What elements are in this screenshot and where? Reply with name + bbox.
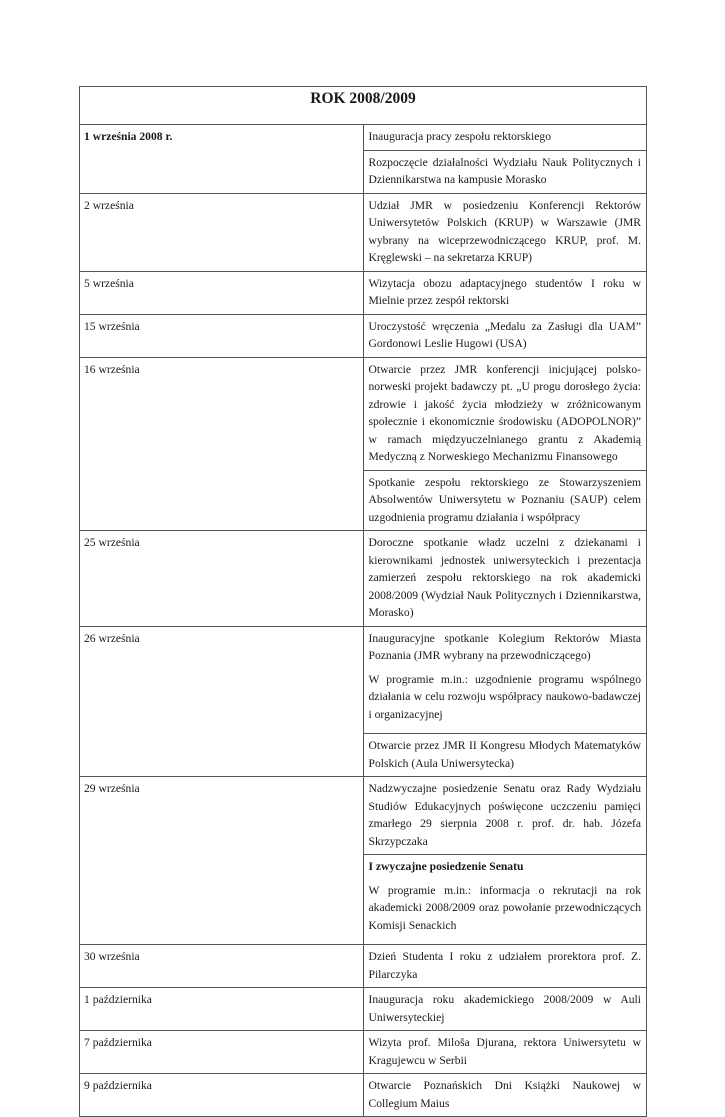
date-cell: 29 września bbox=[80, 777, 364, 945]
event-text: Otwarcie przez JMR II Kongresu Młodych Matematyków Polskich (Aula Uniwersytecka) bbox=[368, 739, 641, 770]
event-text: Inauguracyjne spotkanie Kolegium Rektorów Miasta Poznania (JMR wybrany na przewodniczącego) bbox=[368, 631, 641, 662]
event-cell bbox=[363, 357, 647, 531]
date-cell: 16 września bbox=[80, 357, 364, 531]
date-cell: 26 września bbox=[80, 626, 364, 777]
date-cell: 5 września bbox=[80, 271, 364, 314]
date-cell: 15 września bbox=[80, 314, 364, 357]
title-row bbox=[80, 87, 647, 125]
date-cell: 2 września bbox=[80, 193, 364, 271]
table-row bbox=[80, 1074, 647, 1117]
date-cell: 30 września bbox=[80, 945, 364, 988]
event-cell bbox=[363, 945, 647, 988]
event-entry bbox=[364, 1031, 647, 1073]
table-row bbox=[80, 357, 647, 531]
event-text: Udział JMR w posiedzeniu Konferencji Rektorów Uniwersytetów Polskich (KRUP) w Warszawie (JMR wybrany na wiceprzewodniczącego KRUP, prof. M. Kręglewski – na sekretarza KRUP) bbox=[368, 198, 641, 264]
table-row bbox=[80, 988, 647, 1031]
table-row bbox=[80, 945, 647, 988]
table-row bbox=[80, 531, 647, 627]
table-row bbox=[80, 777, 647, 945]
event-text: W programie m.in.: uzgodnienie programu wspólnego działania w celu rozwoju współpracy naukowo-badawczej i organizacyjnej bbox=[368, 672, 641, 721]
chronology-table bbox=[79, 86, 647, 1117]
event-text: Nadzwyczajne posiedzenie Senatu oraz Rady Wydziału Studiów Edukacyjnych poświęcone uczczeniu pamięci zmarłego 29 sierpnia 2008 r. prof. dr. hab. Józefa Skrzypczaka bbox=[368, 782, 641, 848]
event-text: Otwarcie przez JMR konferencji inicjującej polsko-norweski projekt badawczy pt. „U progu dorosłego życia: zdrowie i jakość życia młodzieży w zróżnicowanym społecznie i ekonomicznie środowisku (ADOPOLNOR)” w ramach międzyuczelnianego grantu z Akademią Medyczną z Norweskiego Mechanizmu Finansowego bbox=[368, 362, 641, 463]
table-row bbox=[80, 314, 647, 357]
event-entry bbox=[364, 627, 647, 734]
event-text: Inauguracja pracy zespołu rektorskiego bbox=[368, 130, 552, 143]
event-cell bbox=[363, 988, 647, 1031]
date-cell: 1 października bbox=[80, 988, 364, 1031]
event-text: Otwarcie Poznańskich Dni Książki Naukowej w Collegium Maius bbox=[368, 1079, 641, 1110]
year-title: ROK 2008/2009 bbox=[80, 87, 647, 125]
event-entry bbox=[364, 150, 647, 193]
date-cell: 1 września 2008 r. bbox=[80, 125, 364, 194]
date-cell: 25 września bbox=[80, 531, 364, 627]
event-cell bbox=[363, 777, 647, 945]
event-entry bbox=[364, 125, 647, 150]
event-cell bbox=[363, 193, 647, 271]
event-text: Doroczne spotkanie władz uczelni z dziekanami i kierownikami jednostek uniwersyteckich i prezentacja zamierzeń zespołu rektorskiego na rok akademicki 2008/2009 (Wydział Nauk Politycznych i Dziennikarstwa, Morasko) bbox=[368, 536, 641, 619]
event-cell bbox=[363, 314, 647, 357]
event-text: Dzień Studenta I roku z udziałem prorektora prof. Z. Pilarczyka bbox=[368, 950, 641, 981]
table-row bbox=[80, 626, 647, 777]
event-entry bbox=[364, 531, 647, 626]
table-row bbox=[80, 193, 647, 271]
event-text: W programie m.in.: informacja o rekrutacji na rok akademicki 2008/2009 oraz powołanie przewodniczących Komisji Senackich bbox=[368, 883, 641, 932]
event-entry bbox=[364, 470, 647, 531]
event-entry bbox=[364, 733, 647, 776]
event-entry bbox=[364, 945, 647, 987]
event-text: Wizytacja obozu adaptacyjnego studentów I roku w Mielnie przez zespół rektorski bbox=[368, 276, 641, 307]
event-entry bbox=[364, 194, 647, 271]
event-entry bbox=[364, 777, 647, 854]
document-page bbox=[79, 86, 647, 1117]
event-text: Uroczystość wręczenia „Medalu za Zasługi dla UAM” Gordonowi Leslie Hugowi (USA) bbox=[368, 319, 641, 350]
event-text: Spotkanie zespołu rektorskiego ze Stowarzyszeniem Absolwentów Uniwersytetu w Poznaniu (SAUP) celem uzgodnienia programu działania i współpracy bbox=[368, 475, 641, 524]
event-entry bbox=[364, 854, 647, 944]
date-cell: 9 października bbox=[80, 1074, 364, 1117]
table-row bbox=[80, 271, 647, 314]
event-text: Wizyta prof. Miloša Djurana, rektora Uniwersytetu w Kragujewcu w Serbii bbox=[368, 1036, 641, 1067]
event-entry bbox=[364, 1074, 647, 1116]
event-cell bbox=[363, 1031, 647, 1074]
event-cell bbox=[363, 271, 647, 314]
event-cell bbox=[363, 1074, 647, 1117]
event-cell bbox=[363, 626, 647, 777]
event-entry bbox=[364, 315, 647, 357]
event-text: Rozpoczęcie działalności Wydziału Nauk Politycznych i Dziennikarstwa na kampusie Morasko bbox=[368, 155, 641, 186]
event-heading: I zwyczajne posiedzenie Senatu bbox=[368, 860, 524, 873]
table-row bbox=[80, 125, 647, 194]
event-entry bbox=[364, 272, 647, 314]
event-entry bbox=[364, 358, 647, 470]
date-cell: 7 października bbox=[80, 1031, 364, 1074]
table-row bbox=[80, 1031, 647, 1074]
event-text: Inauguracja roku akademickiego 2008/2009 w Auli Uniwersyteckiej bbox=[368, 993, 641, 1024]
event-cell bbox=[363, 531, 647, 627]
event-cell bbox=[363, 125, 647, 194]
